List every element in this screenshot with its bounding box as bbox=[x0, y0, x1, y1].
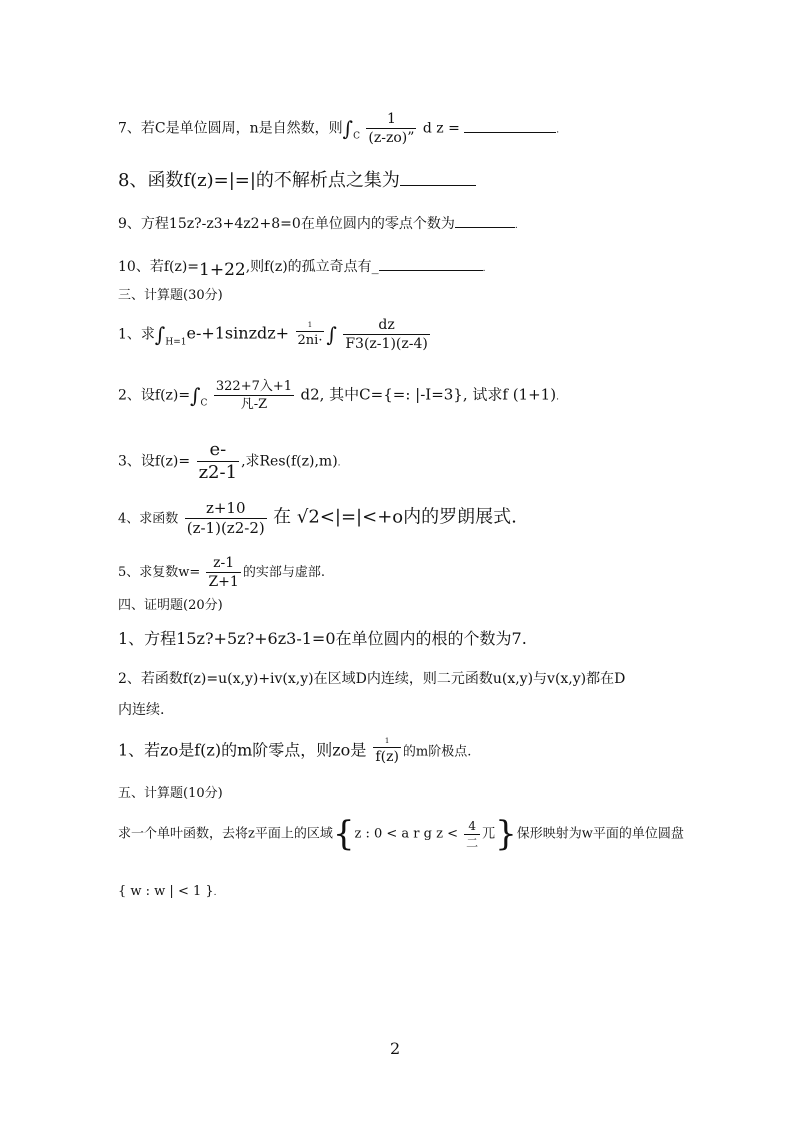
c2-end: . bbox=[556, 392, 559, 403]
q7-end: . bbox=[556, 125, 560, 136]
proof-1: 1、方程15z?+5z?+6z3-1=0在单位圆内的根的个数为7. bbox=[118, 629, 527, 648]
q9-end: . bbox=[514, 221, 518, 231]
c1-frac2-den: F3(z-1)(z-4) bbox=[345, 336, 428, 352]
calc-4 bbox=[118, 501, 517, 536]
c1-mid: e-+1sinzdz+ bbox=[186, 323, 290, 343]
question-10 bbox=[118, 258, 486, 280]
c2-sub: C bbox=[200, 398, 208, 409]
e1-after: 兀 bbox=[482, 826, 496, 842]
p3-suffix: 的m阶极点. bbox=[402, 744, 472, 760]
c2-prefix: 2、设f(z)= bbox=[118, 387, 191, 404]
q7-numerator: 1 bbox=[366, 112, 416, 129]
e1-fraction bbox=[464, 820, 480, 849]
c4-numerator: z+10 bbox=[185, 501, 267, 519]
answer-blank bbox=[379, 270, 483, 271]
e1-denominator: 二 bbox=[466, 835, 479, 850]
c1-frac1-den: 2ni· bbox=[297, 333, 323, 348]
c1-sub: H=1 bbox=[165, 337, 187, 348]
calc-3 bbox=[118, 441, 341, 482]
e2-end: . bbox=[213, 888, 217, 898]
c1-frac1-num: 1 bbox=[296, 322, 325, 332]
c5-fraction bbox=[206, 556, 240, 589]
p3-denominator: f(z) bbox=[375, 749, 399, 765]
section-4-title: 四、证明题(20分) bbox=[118, 598, 223, 613]
c2-suffix: d2, 其中C={=: |-I=3}, 试求f (1+1) bbox=[300, 385, 557, 404]
c2-denominator: 凡-Z bbox=[240, 397, 268, 412]
c5-suffix: 的实部与虚部. bbox=[242, 565, 325, 580]
calc-5 bbox=[118, 556, 325, 589]
q8-text: 8、函数f(z)=|=|的不解析点之集为 bbox=[118, 170, 400, 191]
q7-prefix: 7、若C是单位圆周，n是自然数，则 bbox=[118, 120, 343, 137]
exercise-1-set bbox=[118, 885, 217, 898]
c3-suffix: ,求Res(f(z),m) bbox=[241, 453, 338, 470]
c4-fraction bbox=[185, 501, 267, 536]
c3-fraction bbox=[197, 441, 239, 482]
exercise-1 bbox=[118, 814, 684, 854]
integral-sign: ∫ bbox=[342, 116, 354, 141]
answer-blank bbox=[464, 132, 556, 133]
q7-fraction bbox=[366, 112, 416, 145]
p3-fraction bbox=[373, 738, 400, 764]
question-7 bbox=[118, 112, 559, 145]
e2-text: { w : w | < 1 } bbox=[118, 884, 214, 899]
proof-2-line-1: 2、若函数f(z)=u(x,y)+iv(x,y)在区域D内连续，则二元函数u(x,y)与v(x,y)都在D bbox=[118, 671, 626, 687]
left-brace: { bbox=[332, 814, 355, 854]
answer-blank bbox=[455, 227, 515, 228]
c2-numerator: 322+7入+1 bbox=[215, 379, 293, 394]
c4-suffix: 在 √2<|=|<+o内的罗朗展式. bbox=[273, 506, 517, 528]
c1-fraction-2 bbox=[343, 318, 430, 351]
section-3-title: 三、计算题(30分) bbox=[118, 288, 223, 303]
c1-fraction-1 bbox=[296, 322, 325, 347]
answer-blank bbox=[400, 185, 476, 186]
q7-contour-sub: C bbox=[353, 131, 360, 142]
integral-sign: ∫ bbox=[190, 383, 201, 408]
q7-denominator: (z-zo)” bbox=[368, 130, 415, 146]
c3-prefix: 3、设f(z)= bbox=[118, 453, 191, 470]
c1-prefix: 1、求 bbox=[118, 326, 155, 343]
proof-2-line-2: 内连续. bbox=[118, 702, 165, 718]
c4-denominator: (z-1)(z2-2) bbox=[186, 519, 265, 537]
c4-prefix: 4、求函数 bbox=[118, 511, 179, 527]
c3-end: . bbox=[337, 458, 341, 469]
q10-end: . bbox=[482, 264, 486, 274]
integral-sign: ∫ bbox=[326, 322, 337, 347]
calc-1 bbox=[118, 318, 432, 351]
e1-numerator: 4 bbox=[464, 820, 480, 835]
c5-numerator: z-1 bbox=[206, 556, 240, 573]
question-9 bbox=[118, 217, 518, 231]
p3-numerator: 1 bbox=[373, 738, 400, 748]
q10-expression: 1+22 bbox=[199, 260, 246, 280]
section-5-title: 五、计算题(10分) bbox=[118, 786, 223, 801]
q9-text: 9、方程15z?-z3+4z2+8=0在单位圆内的零点个数为 bbox=[118, 216, 455, 232]
c5-denominator: Z+1 bbox=[208, 574, 239, 590]
question-8 bbox=[118, 172, 476, 190]
c5-prefix: 5、求复数w= bbox=[118, 565, 201, 580]
c1-frac2-num: dz bbox=[343, 318, 430, 335]
page-number: 2 bbox=[390, 1039, 401, 1058]
c3-numerator: e- bbox=[197, 441, 239, 462]
integral-sign: ∫ bbox=[154, 322, 166, 347]
proof-3 bbox=[118, 738, 471, 764]
p3-prefix: 1、若zo是f(z)的m阶零点，则zo是 bbox=[118, 740, 367, 760]
q10-prefix: 10、若f(z)= bbox=[118, 259, 200, 275]
right-brace: } bbox=[495, 814, 517, 854]
e1-suffix: 保形映射为w平面的单位圆盘 bbox=[516, 826, 684, 842]
c3-denominator: z2-1 bbox=[198, 462, 238, 483]
e1-set: z : 0 < a r g z < bbox=[354, 826, 458, 842]
c2-fraction bbox=[214, 380, 294, 411]
q10-suffix: ,则f(z)的孤立奇点有_ bbox=[245, 259, 379, 275]
calc-2 bbox=[118, 380, 559, 411]
q7-suffix: d z = bbox=[422, 120, 460, 137]
e1-prefix: 求一个单叶函数，去将z平面上的区域 bbox=[118, 826, 333, 842]
